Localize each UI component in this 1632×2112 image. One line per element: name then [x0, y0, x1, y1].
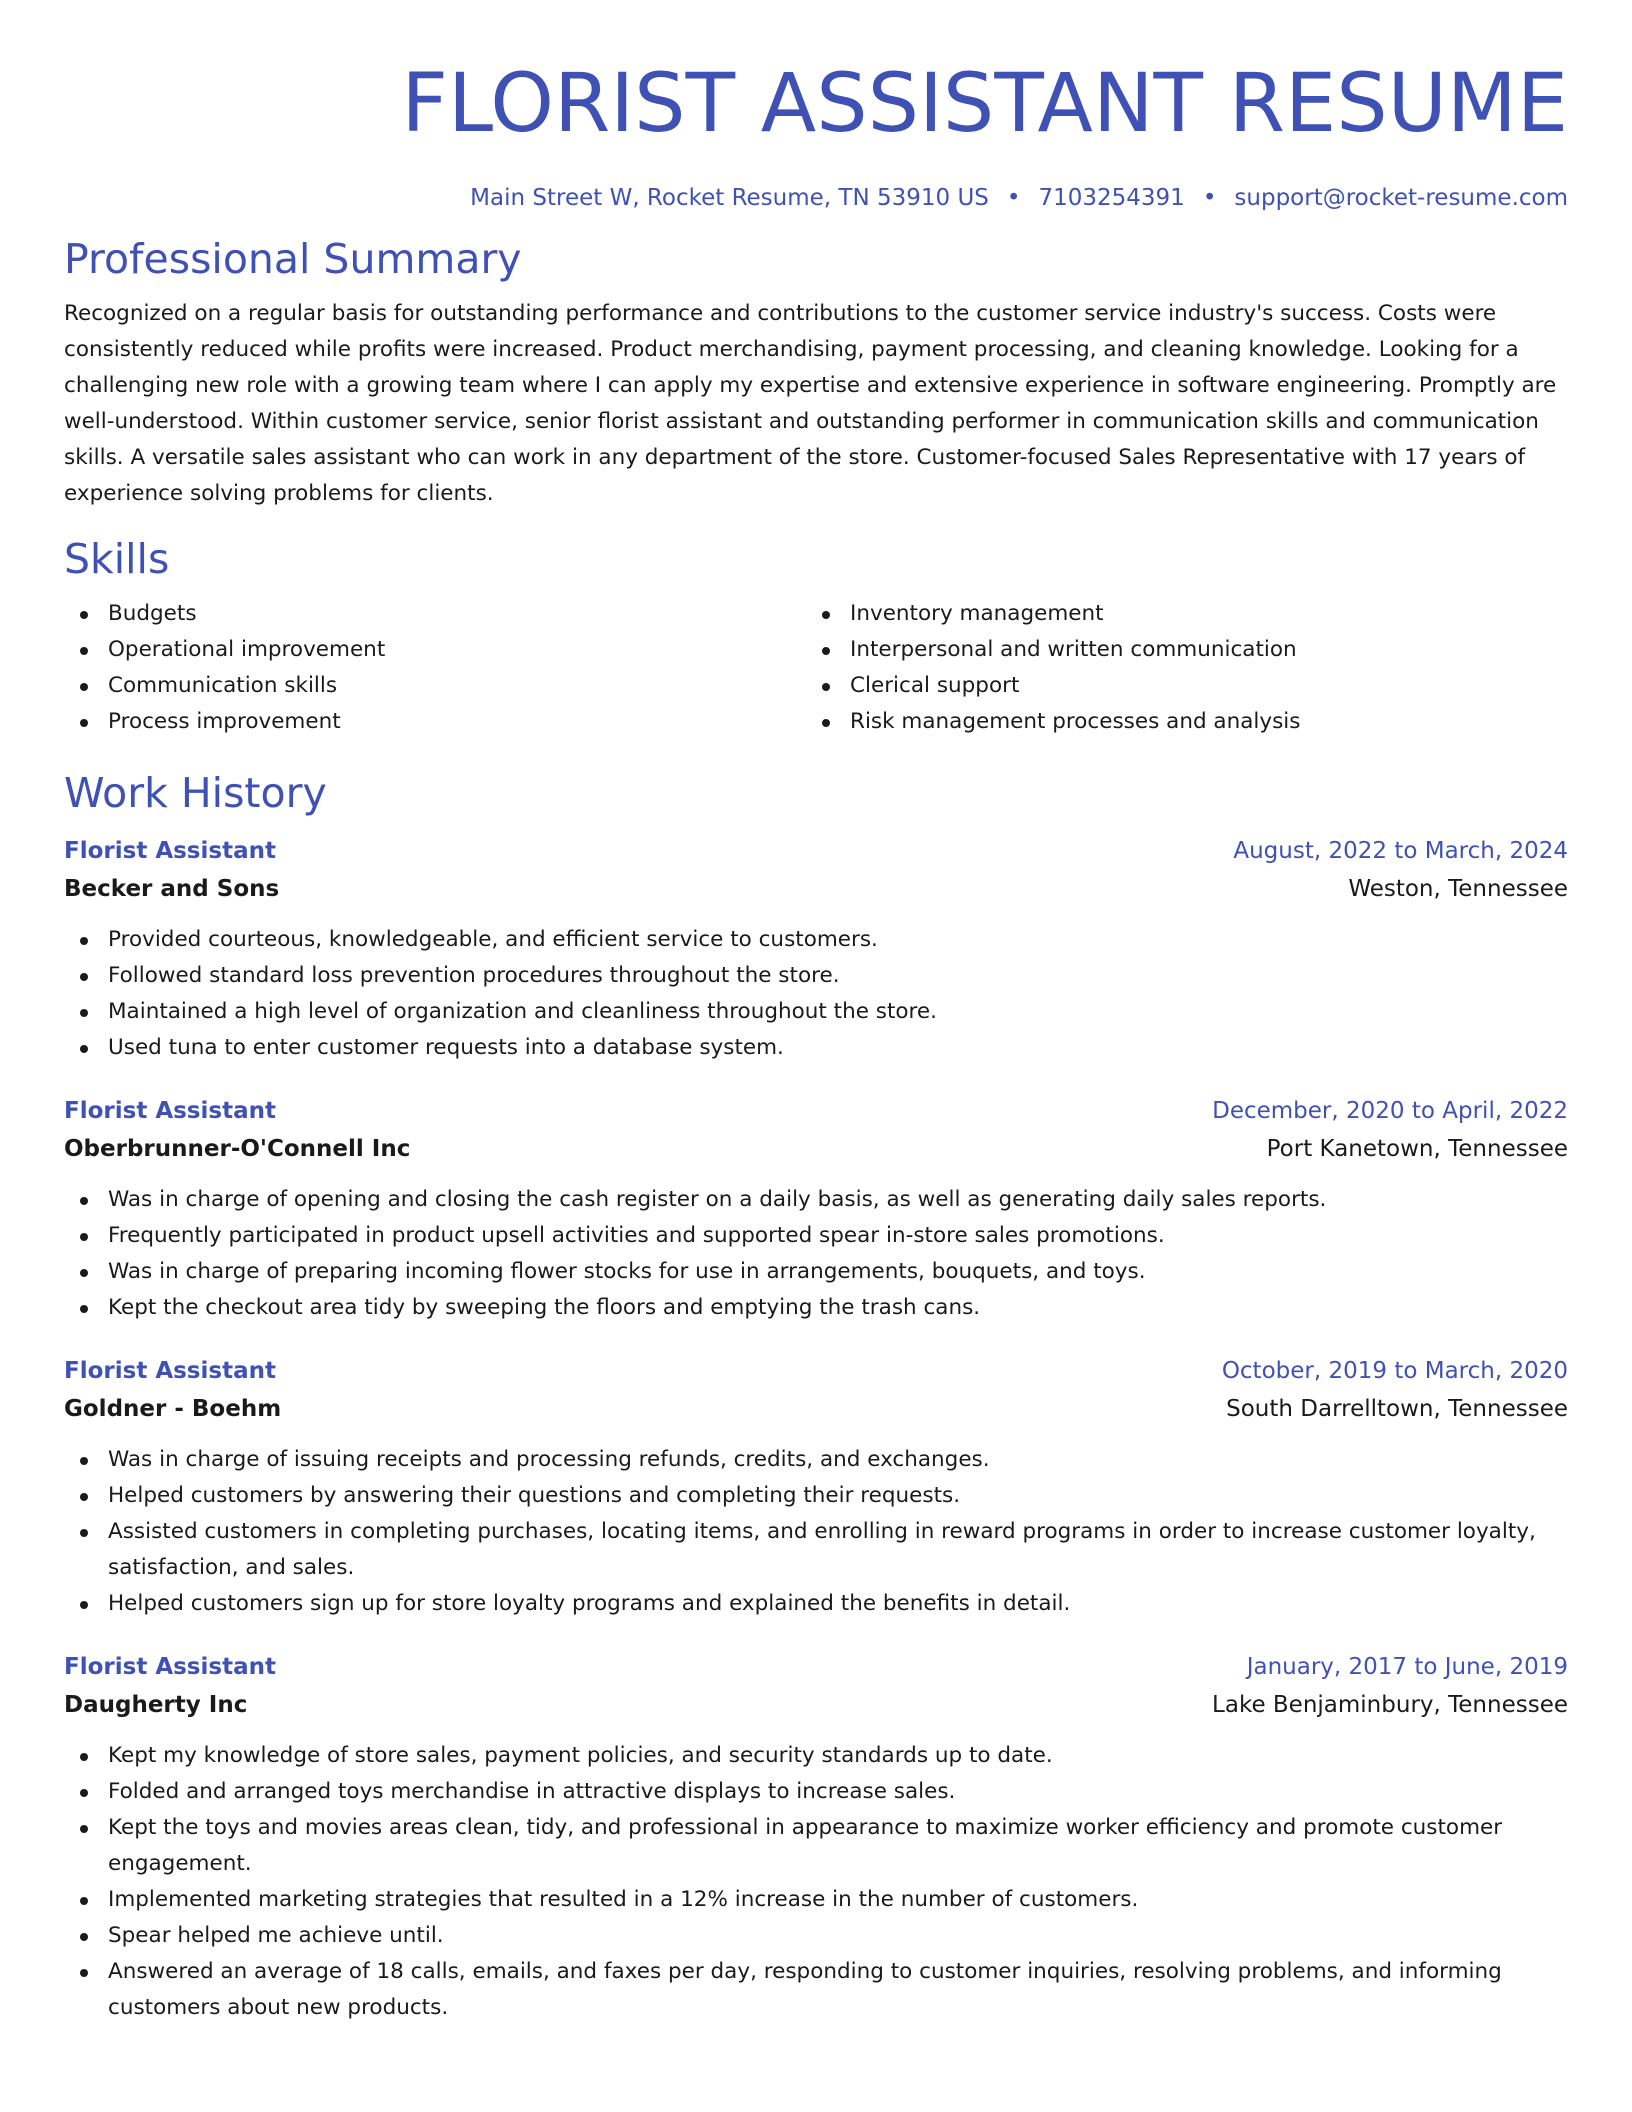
work-history-heading: Work History [64, 769, 327, 817]
job-bullet: Followed standard loss prevention procedures throughout the store. [64, 958, 1568, 994]
job-company: Becker and Sons [64, 876, 280, 902]
summary-text: Recognized on a regular basis for outstanding performance and contributions to the customer service industry's success. Costs were consistently reduced while profits were increased. Product merchandising, payment processing, and cleaning knowledge. Looking for a challenging new role with a growing team where I can apply my expertise and extensive experience in software engineering. Promptly are well-understood. Within customer service, senior florist assistant and outstanding performer in communication skills and communication skills. A versatile sales assistant who can work in any department of the store. Customer-focused Sales Representative with 17 years of experience solving problems for clients. [64, 301, 1557, 506]
job-location: Lake Benjaminbury, Tennessee [1212, 1692, 1568, 1718]
job-entry [64, 1092, 1568, 1326]
skill-item: Communication skills [64, 668, 806, 704]
job-bullet: Spear helped me achieve until. [64, 1918, 1568, 1954]
summary-heading: Professional Summary [64, 235, 522, 283]
job-bullet-list [64, 1738, 1568, 2026]
job-bullet: Implemented marketing strategies that resulted in a 12% increase in the number of customers. [64, 1882, 1568, 1918]
skills-section [64, 534, 1568, 740]
job-dates: August, 2022 to March, 2024 [1233, 838, 1568, 864]
job-bullet-list [64, 922, 1568, 1066]
job-bullet: Maintained a high level of organization and cleanliness throughout the store. [64, 994, 1568, 1030]
job-bullet: Answered an average of 18 calls, emails, and faxes per day, responding to customer inquiries, resolving problems, and informing customers about new products. [64, 1954, 1568, 2026]
skill-item: Inventory management [806, 596, 1548, 632]
job-title-row [64, 832, 1568, 870]
job-bullet: Was in charge of issuing receipts and processing refunds, credits, and exchanges. [64, 1442, 1568, 1478]
job-title-row [64, 1352, 1568, 1390]
job-location: Weston, Tennessee [1348, 876, 1568, 902]
job-entry [64, 1648, 1568, 2026]
skill-item: Budgets [64, 596, 806, 632]
job-company-row [64, 1130, 1568, 1168]
job-bullet: Kept the toys and movies areas clean, tidy, and professional in appearance to maximize worker efficiency and promote customer engagement. [64, 1810, 1568, 1882]
job-title: Florist Assistant [64, 1098, 276, 1124]
job-bullet: Was in charge of preparing incoming flower stocks for use in arrangements, bouquets, and toys. [64, 1254, 1568, 1290]
job-company-row [64, 1390, 1568, 1428]
job-company-row [64, 870, 1568, 908]
job-bullet: Frequently participated in product upsell activities and supported spear in-store sales promotions. [64, 1218, 1568, 1254]
job-entry [64, 1352, 1568, 1622]
skill-item: Risk management processes and analysis [806, 704, 1548, 740]
job-bullet: Provided courteous, knowledgeable, and efficient service to customers. [64, 922, 1568, 958]
job-company-row [64, 1686, 1568, 1724]
contact-line [64, 182, 1568, 214]
job-title: Florist Assistant [64, 1654, 276, 1680]
skill-item: Process improvement [64, 704, 806, 740]
job-title-row [64, 1092, 1568, 1130]
job-entry [64, 832, 1568, 1066]
job-bullet: Was in charge of opening and closing the cash register on a daily basis, as well as generating daily sales reports. [64, 1182, 1568, 1218]
skills-list-right [806, 596, 1548, 740]
contact-separator: • [1202, 185, 1217, 211]
contact-separator: • [1006, 185, 1021, 211]
contact-phone: 7103254391 [1038, 185, 1185, 211]
job-company: Daugherty Inc [64, 1692, 248, 1718]
job-bullet: Kept the checkout area tidy by sweeping the floors and emptying the trash cans. [64, 1290, 1568, 1326]
job-bullet-list [64, 1182, 1568, 1326]
job-title: Florist Assistant [64, 1358, 276, 1384]
contact-email: support@rocket-resume.com [1234, 185, 1568, 211]
resume-page [64, 0, 1568, 2026]
job-company: Goldner - Boehm [64, 1396, 282, 1422]
job-location: Port Kanetown, Tennessee [1266, 1136, 1568, 1162]
job-bullet: Folded and arranged toys merchandise in attractive displays to increase sales. [64, 1774, 1568, 1810]
work-history-section [64, 768, 1568, 2026]
job-dates: December, 2020 to April, 2022 [1212, 1098, 1568, 1124]
job-dates: October, 2019 to March, 2020 [1221, 1358, 1568, 1384]
skills-grid [64, 596, 1568, 740]
job-bullet: Helped customers sign up for store loyalty programs and explained the benefits in detail. [64, 1586, 1568, 1622]
skill-item: Clerical support [806, 668, 1548, 704]
job-bullet: Helped customers by answering their questions and completing their requests. [64, 1478, 1568, 1514]
job-bullet-list [64, 1442, 1568, 1622]
professional-summary-section [64, 234, 1568, 512]
job-company: Oberbrunner-O'Connell Inc [64, 1136, 411, 1162]
job-bullet: Kept my knowledge of store sales, payment policies, and security standards up to date. [64, 1738, 1568, 1774]
job-location: South Darrelltown, Tennessee [1226, 1396, 1568, 1422]
skills-heading: Skills [64, 535, 170, 583]
skill-item: Interpersonal and written communication [806, 632, 1548, 668]
skill-item: Operational improvement [64, 632, 806, 668]
job-bullet: Assisted customers in completing purchases, locating items, and enrolling in reward programs in order to increase customer loyalty, satisfaction, and sales. [64, 1514, 1568, 1586]
job-title: Florist Assistant [64, 838, 276, 864]
job-bullet: Used tuna to enter customer requests into a database system. [64, 1030, 1568, 1066]
resume-title: FLORIST ASSISTANT RESUME [401, 57, 1568, 151]
job-title-row [64, 1648, 1568, 1686]
skills-list-left [64, 596, 806, 740]
contact-address: Main Street W, Rocket Resume, TN 53910 US [470, 185, 989, 211]
job-dates: January, 2017 to June, 2019 [1246, 1654, 1568, 1680]
